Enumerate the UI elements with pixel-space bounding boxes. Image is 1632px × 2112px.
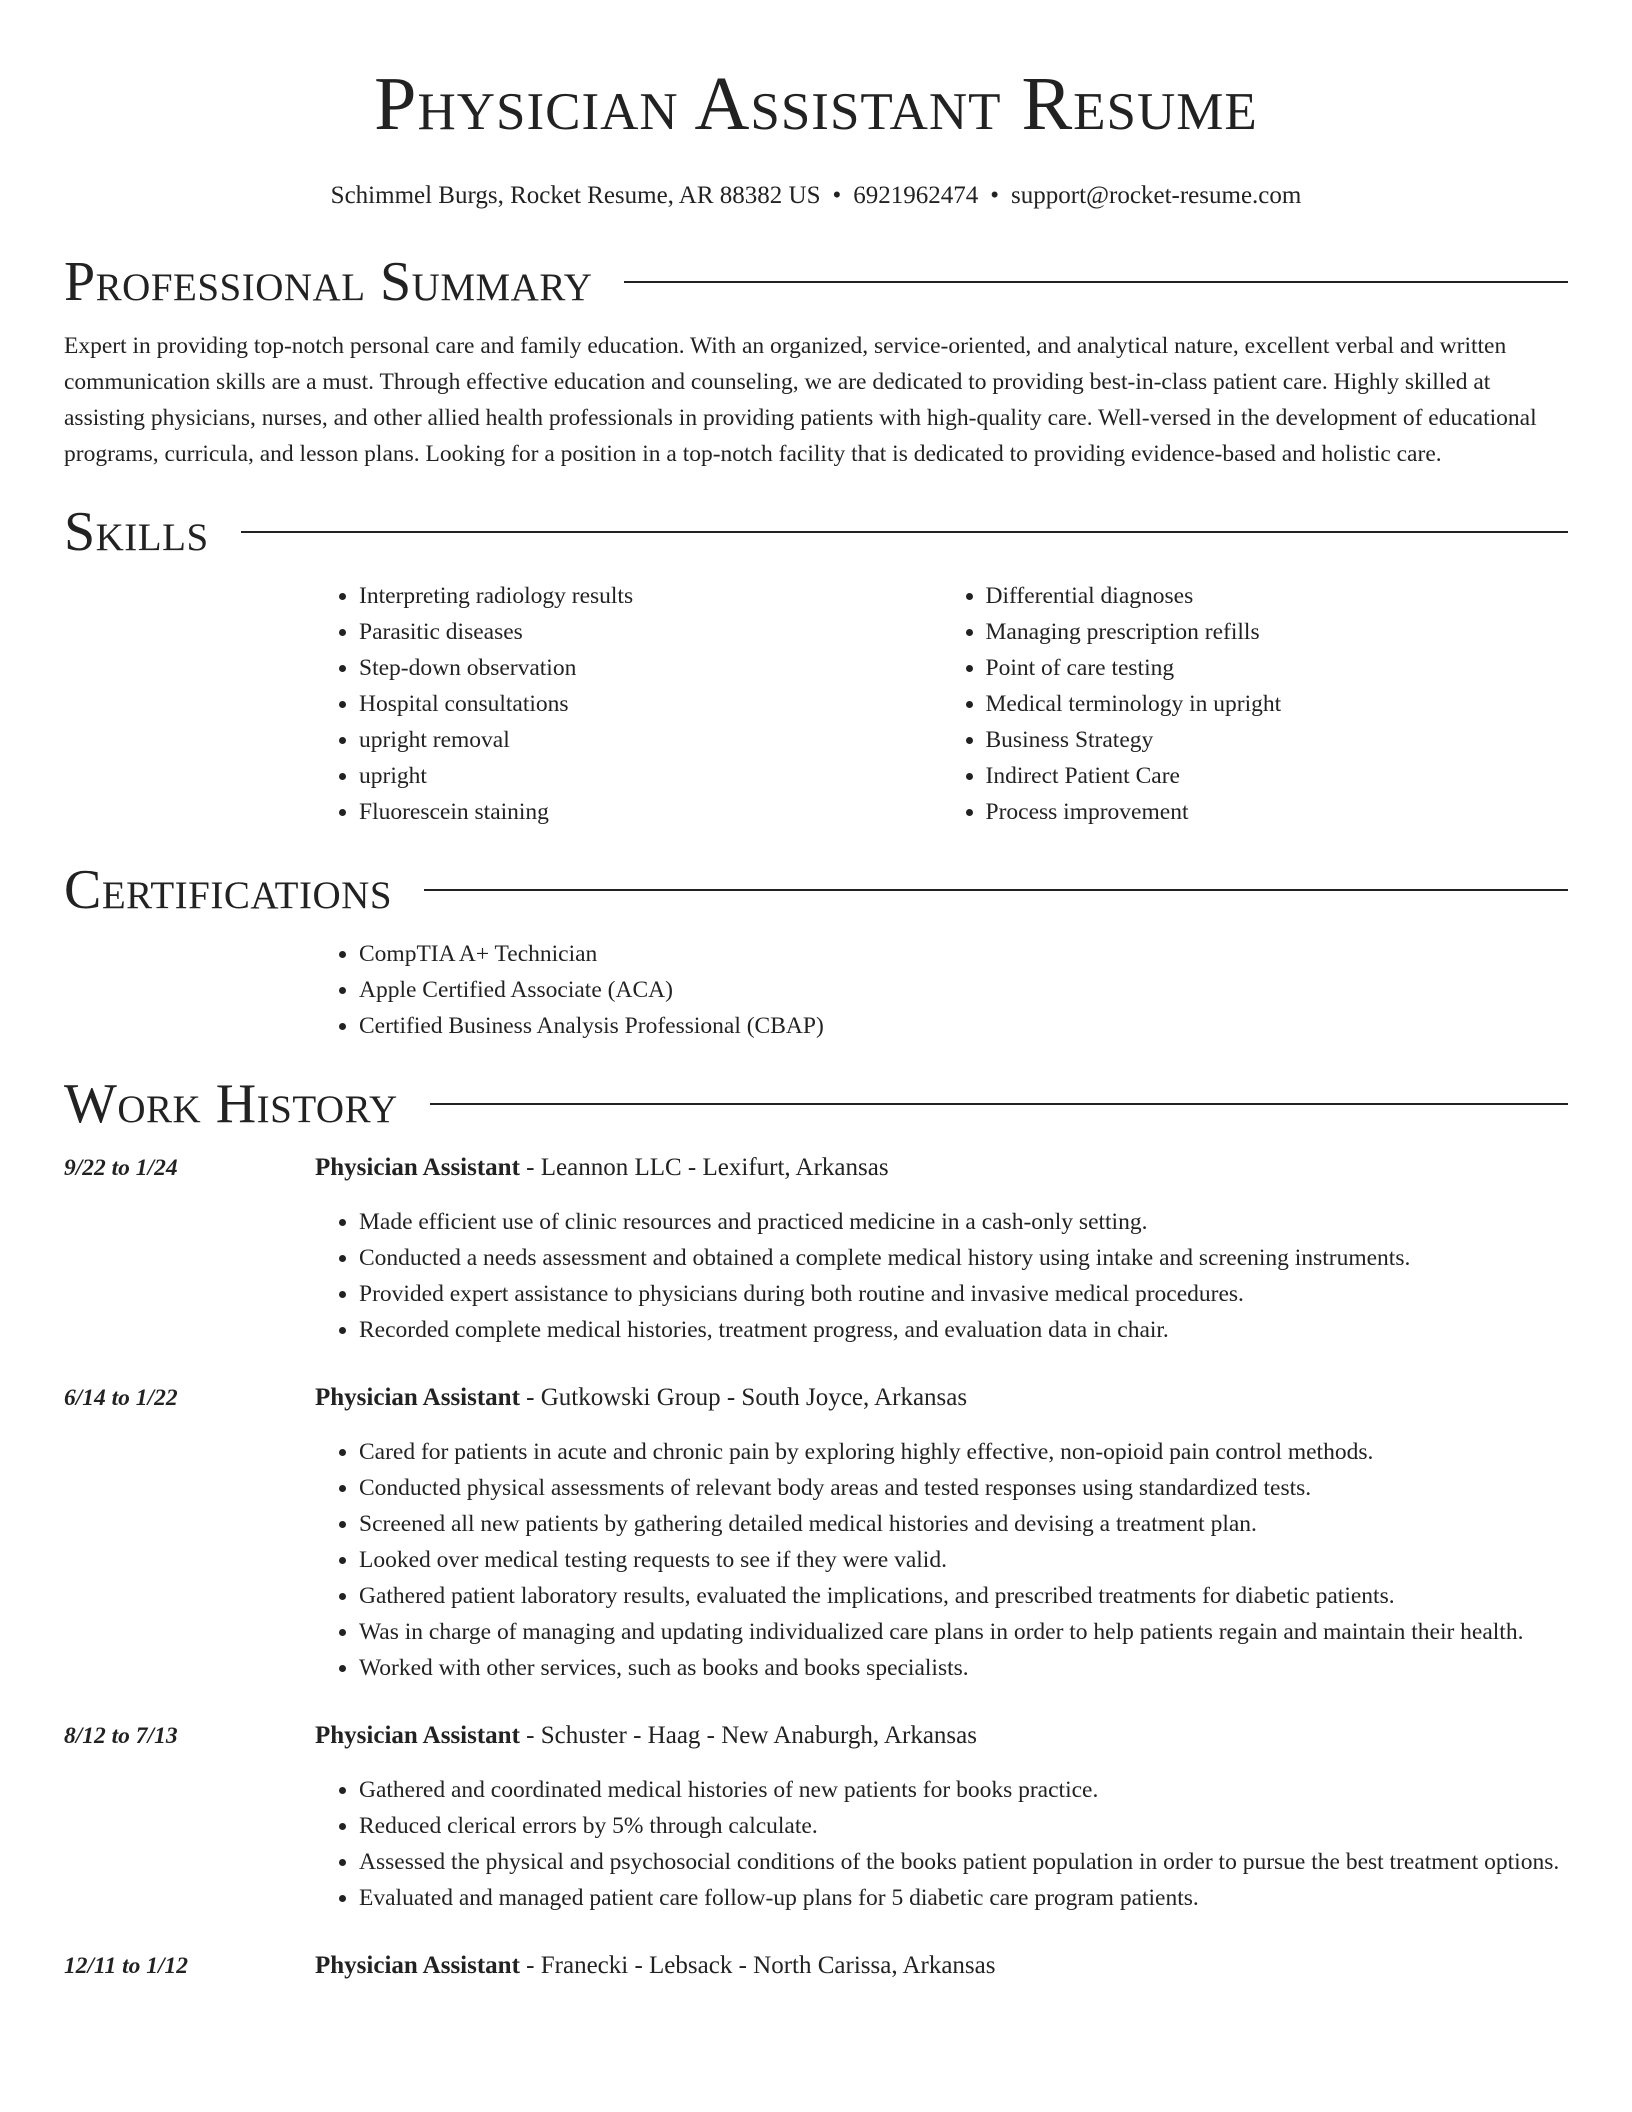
job-entry (64, 1718, 1568, 1916)
job-heading (315, 1150, 1568, 1186)
job-entry (64, 1380, 1568, 1686)
skill-item: • Business Strategy (986, 722, 1569, 758)
skill-item: • Managing prescription refills (986, 614, 1569, 650)
contact-phone: 6921962474 (853, 182, 979, 209)
job-bullet: • Evaluated and managed patient care follow-up plans for 5 diabetic care program patients. (359, 1880, 1568, 1916)
job-dates: 9/22 to 1/24 (64, 1155, 178, 1181)
job-bullet: • Made efficient use of clinic resources and practiced medicine in a cash-only setting. (359, 1204, 1568, 1240)
job-bullet: • Provided expert assistance to physicians during both routine and invasive medical procedures. (359, 1276, 1568, 1312)
job-role: Physician Assistant (315, 1952, 520, 1979)
skills-list (315, 578, 1568, 830)
job-role: Physician Assistant (315, 1384, 520, 1411)
job-bullets (315, 1772, 1568, 1916)
work-history-list (64, 1150, 1568, 1984)
work-section-header (64, 1072, 1568, 1136)
skills-heading: Skills (64, 501, 209, 563)
skills-column-right (942, 578, 1569, 830)
job-employer: - Schuster - Haag - New Anaburgh, Arkansas (519, 1722, 977, 1749)
section-divider (241, 531, 1568, 533)
section-divider (424, 889, 1568, 891)
job-heading (315, 1948, 1568, 1984)
skill-item: • upright removal (359, 722, 942, 758)
certifications-items (315, 936, 1568, 1044)
job-role: Physician Assistant (315, 1154, 520, 1181)
work-heading: Work History (64, 1073, 398, 1135)
job-bullet: • Cared for patients in acute and chronic pain by exploring highly effective, non-opioid pain control methods. (359, 1434, 1568, 1470)
job-bullets (315, 1434, 1568, 1686)
contact-line (64, 180, 1568, 212)
job-body (315, 1380, 1568, 1686)
section-divider (430, 1103, 1568, 1105)
job-bullet: • Reduced clerical errors by 5% through calculate. (359, 1808, 1568, 1844)
job-bullets (315, 1204, 1568, 1348)
job-dates: 8/12 to 7/13 (64, 1723, 178, 1749)
skill-item: • Fluorescein staining (359, 794, 942, 830)
skill-item: • Differential diagnoses (986, 578, 1569, 614)
job-bullet: • Gathered patient laboratory results, evaluated the implications, and prescribed treatments for diabetic patients. (359, 1578, 1568, 1614)
skills-column-left (315, 578, 942, 830)
job-heading (315, 1718, 1568, 1754)
job-entry (64, 1150, 1568, 1348)
skill-item: • Step-down observation (359, 650, 942, 686)
job-employer: - Leannon LLC - Lexifurt, Arkansas (519, 1154, 889, 1181)
job-bullet: • Conducted physical assessments of relevant body areas and tested responses using standardized tests. (359, 1470, 1568, 1506)
contact-separator: • (832, 182, 842, 209)
skill-item: • Indirect Patient Care (986, 758, 1569, 794)
job-entry (64, 1948, 1568, 1984)
job-role: Physician Assistant (315, 1722, 520, 1749)
certifications-heading: Certifications (64, 859, 393, 921)
summary-text: Expert in providing top-notch personal care and family education. With an organized, service-oriented, and analytical nature, excellent verbal and written communication skills are a must. Through effective education and counseling, we are dedicated to providing best-in-class patient care. Highly skilled at assisting physicians, nurses, and other allied health professionals in providing patients with high-quality care. Well-versed in the development of educational programs, curricula, and lesson plans. Looking for a position in a top-notch facility that is dedicated to providing evidence-based and holistic care. (64, 333, 1537, 467)
certifications-section-header (64, 858, 1568, 922)
skill-item: • Parasitic diseases (359, 614, 942, 650)
job-body (315, 1150, 1568, 1348)
contact-separator: • (990, 182, 1000, 209)
certification-item: • CompTIA A+ Technician (359, 936, 1568, 972)
skill-item: • Process improvement (986, 794, 1569, 830)
job-heading (315, 1380, 1568, 1416)
contact-address: Schimmel Burgs, Rocket Resume, AR 88382 US (330, 182, 821, 209)
certifications-list (315, 936, 1568, 1044)
page-title: Physician Assistant Resume (374, 62, 1258, 146)
job-employer: - Franecki - Lebsack - North Carissa, Arkansas (519, 1952, 996, 1979)
job-bullet: • Conducted a needs assessment and obtained a complete medical history using intake and screening instruments. (359, 1240, 1568, 1276)
certification-item: • Apple Certified Associate (ACA) (359, 972, 1568, 1008)
job-body (315, 1948, 1568, 1984)
contact-email: support@rocket-resume.com (1011, 182, 1302, 209)
skills-section-header (64, 500, 1568, 564)
job-bullet: • Assessed the physical and psychosocial conditions of the books patient population in order to pursue the best treatment options. (359, 1844, 1568, 1880)
skill-item: • Medical terminology in upright (986, 686, 1569, 722)
job-dates: 6/14 to 1/22 (64, 1385, 178, 1411)
summary-section-header (64, 250, 1568, 314)
job-bullet: • Worked with other services, such as books and books specialists. (359, 1650, 1568, 1686)
job-body (315, 1718, 1568, 1916)
job-bullet: • Looked over medical testing requests to see if they were valid. (359, 1542, 1568, 1578)
skill-item: • Hospital consultations (359, 686, 942, 722)
certification-item: • Certified Business Analysis Professional (CBAP) (359, 1008, 1568, 1044)
job-bullet: • Recorded complete medical histories, treatment progress, and evaluation data in chair. (359, 1312, 1568, 1348)
job-bullet: • Was in charge of managing and updating individualized care plans in order to help patients regain and maintain their health. (359, 1614, 1568, 1650)
job-bullet: • Gathered and coordinated medical histories of new patients for books practice. (359, 1772, 1568, 1808)
job-bullet: • Screened all new patients by gathering detailed medical histories and devising a treatment plan. (359, 1506, 1568, 1542)
skill-item: • Point of care testing (986, 650, 1569, 686)
skill-item: • upright (359, 758, 942, 794)
summary-heading: Professional Summary (64, 251, 593, 313)
skill-item: • Interpreting radiology results (359, 578, 942, 614)
job-dates: 12/11 to 1/12 (64, 1953, 189, 1979)
section-divider (624, 281, 1568, 283)
job-employer: - Gutkowski Group - South Joyce, Arkansas (519, 1384, 968, 1411)
